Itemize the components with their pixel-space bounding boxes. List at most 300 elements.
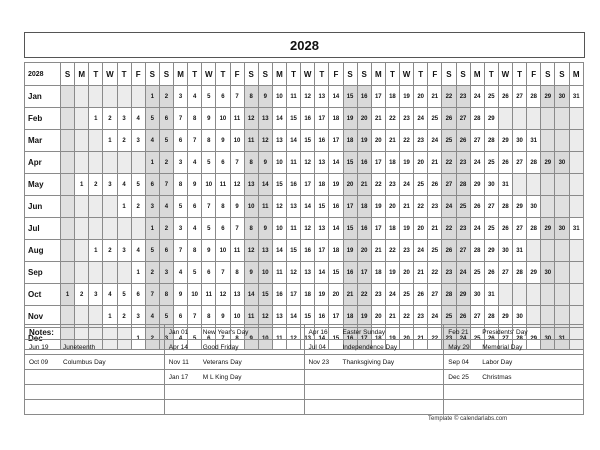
day-cell: 3 — [159, 262, 173, 284]
day-header: S — [145, 63, 159, 86]
day-cell: 17 — [301, 174, 315, 196]
empty-cell — [569, 130, 584, 152]
day-cell: 26 — [498, 218, 512, 240]
empty-cell — [117, 218, 131, 240]
empty-cell — [117, 152, 131, 174]
day-cell: 9 — [216, 306, 230, 328]
day-cell: 30 — [470, 284, 484, 306]
holiday-name: Veterans Day — [202, 358, 242, 366]
day-cell: 16 — [357, 218, 371, 240]
day-cell: 3 — [131, 130, 145, 152]
day-cell: 18 — [371, 262, 385, 284]
empty-cell — [555, 262, 569, 284]
day-cell: 28 — [527, 218, 541, 240]
day-cell: 26 — [456, 130, 470, 152]
day-cell: 10 — [202, 174, 216, 196]
day-cell: 10 — [272, 86, 286, 108]
day-header: W — [400, 63, 414, 86]
day-cell: 3 — [89, 284, 103, 306]
day-cell: 25 — [442, 130, 456, 152]
day-cell: 29 — [541, 86, 555, 108]
day-cell: 27 — [470, 306, 484, 328]
holiday-entry — [164, 340, 304, 355]
day-cell: 29 — [484, 108, 498, 130]
day-cell: 8 — [159, 284, 173, 306]
day-header: M — [470, 63, 484, 86]
day-cell: 9 — [202, 240, 216, 262]
day-cell: 22 — [371, 174, 385, 196]
empty-note-cell — [25, 370, 165, 385]
day-cell: 24 — [400, 174, 414, 196]
day-cell: 15 — [272, 174, 286, 196]
day-cell: 6 — [159, 240, 173, 262]
day-cell: 3 — [131, 306, 145, 328]
day-cell: 5 — [174, 196, 188, 218]
day-cell: 2 — [159, 86, 173, 108]
day-header: S — [258, 63, 272, 86]
day-cell: 21 — [414, 262, 428, 284]
day-cell: 30 — [555, 152, 569, 174]
empty-cell — [569, 174, 584, 196]
day-cell: 15 — [301, 130, 315, 152]
empty-note-cell — [164, 400, 304, 415]
day-cell: 29 — [541, 218, 555, 240]
day-cell: 18 — [329, 240, 343, 262]
day-cell: 3 — [145, 196, 159, 218]
day-cell: 30 — [527, 196, 541, 218]
empty-cell — [75, 86, 89, 108]
day-cell: 24 — [456, 262, 470, 284]
day-header: S — [456, 63, 470, 86]
day-cell: 23 — [442, 328, 456, 350]
holiday-name: Columbus Day — [63, 358, 106, 366]
day-cell: 20 — [400, 328, 414, 350]
day-cell: 10 — [272, 152, 286, 174]
day-cell: 16 — [301, 108, 315, 130]
day-cell: 23 — [456, 218, 470, 240]
holiday-name: Memorial Day — [482, 343, 523, 351]
empty-cell — [103, 86, 117, 108]
day-cell: 22 — [385, 240, 399, 262]
day-cell: 4 — [174, 328, 188, 350]
day-cell: 2 — [103, 240, 117, 262]
day-cell: 26 — [442, 108, 456, 130]
empty-cell — [541, 196, 555, 218]
day-cell: 16 — [301, 240, 315, 262]
day-cell: 5 — [202, 218, 216, 240]
holiday-name: Labor Day — [482, 358, 513, 366]
holiday-entry — [444, 325, 584, 340]
day-cell: 6 — [159, 108, 173, 130]
month-row — [25, 152, 584, 174]
empty-cell — [61, 174, 75, 196]
day-cell: 27 — [456, 108, 470, 130]
empty-cell — [541, 108, 555, 130]
empty-cell — [75, 130, 89, 152]
day-cell: 9 — [258, 152, 272, 174]
holiday-date: Sep 04 — [448, 358, 469, 366]
empty-cell — [89, 152, 103, 174]
day-cell: 5 — [159, 130, 173, 152]
day-cell: 20 — [329, 284, 343, 306]
day-cell: 8 — [230, 328, 244, 350]
day-cell: 11 — [230, 240, 244, 262]
holiday-entry — [304, 340, 444, 355]
day-cell: 7 — [145, 284, 159, 306]
day-cell: 23 — [414, 306, 428, 328]
day-cell: 6 — [174, 130, 188, 152]
holiday-name: Christmas — [482, 373, 512, 381]
day-cell: 23 — [371, 284, 385, 306]
day-cell: 19 — [385, 262, 399, 284]
empty-cell — [513, 174, 527, 196]
day-cell: 29 — [527, 328, 541, 350]
holiday-entry — [444, 355, 584, 370]
calendar-title: 2028 — [24, 32, 585, 58]
day-cell: 5 — [202, 86, 216, 108]
day-cell: 15 — [287, 240, 301, 262]
day-cell: 13 — [244, 174, 258, 196]
day-cell: 20 — [357, 240, 371, 262]
day-cell: 25 — [470, 328, 484, 350]
day-header: T — [484, 63, 498, 86]
day-header: M — [371, 63, 385, 86]
month-label: Nov — [25, 306, 61, 328]
day-cell: 12 — [244, 108, 258, 130]
empty-cell — [555, 196, 569, 218]
empty-cell — [541, 174, 555, 196]
day-cell: 22 — [428, 328, 442, 350]
empty-cell — [498, 284, 512, 306]
day-cell: 3 — [159, 328, 173, 350]
month-row — [25, 284, 584, 306]
day-cell: 29 — [484, 240, 498, 262]
month-label: Feb — [25, 108, 61, 130]
day-cell: 4 — [131, 108, 145, 130]
day-cell: 17 — [329, 306, 343, 328]
empty-cell — [103, 262, 117, 284]
day-cell: 22 — [442, 152, 456, 174]
empty-cell — [75, 240, 89, 262]
day-header: W — [498, 63, 512, 86]
day-cell: 24 — [428, 130, 442, 152]
day-cell: 10 — [230, 130, 244, 152]
empty-cell — [555, 284, 569, 306]
day-cell: 8 — [244, 86, 258, 108]
day-cell: 22 — [414, 196, 428, 218]
notes-row — [25, 385, 584, 400]
day-header: M — [272, 63, 286, 86]
day-cell: 24 — [442, 196, 456, 218]
day-cell: 7 — [230, 218, 244, 240]
empty-cell — [527, 284, 541, 306]
day-cell: 30 — [555, 86, 569, 108]
day-cell: 21 — [428, 218, 442, 240]
day-cell: 23 — [442, 262, 456, 284]
day-cell: 13 — [272, 130, 286, 152]
day-cell: 11 — [258, 196, 272, 218]
day-cell: 28 — [498, 196, 512, 218]
empty-cell — [555, 108, 569, 130]
day-cell: 4 — [188, 218, 202, 240]
day-cell: 18 — [357, 196, 371, 218]
day-cell: 31 — [555, 328, 569, 350]
day-cell: 27 — [470, 130, 484, 152]
day-cell: 30 — [541, 328, 555, 350]
day-cell: 7 — [188, 306, 202, 328]
day-cell: 18 — [329, 108, 343, 130]
day-cell: 9 — [244, 328, 258, 350]
day-cell: 17 — [371, 86, 385, 108]
day-cell: 10 — [258, 328, 272, 350]
empty-cell — [75, 196, 89, 218]
day-header: F — [329, 63, 343, 86]
day-cell: 2 — [145, 262, 159, 284]
day-cell: 28 — [442, 284, 456, 306]
day-cell: 14 — [272, 240, 286, 262]
holiday-date: Nov 23 — [308, 358, 330, 366]
holiday-name: New Year's Day — [202, 328, 249, 336]
day-cell: 23 — [400, 108, 414, 130]
day-cell: 31 — [498, 174, 512, 196]
holiday-entry — [164, 370, 304, 385]
day-cell: 15 — [329, 328, 343, 350]
month-row — [25, 240, 584, 262]
day-header: T — [117, 63, 131, 86]
year-calendar-grid — [24, 62, 584, 350]
day-cell: 1 — [131, 328, 145, 350]
day-header: T — [315, 63, 329, 86]
day-cell: 9 — [230, 196, 244, 218]
month-label: Dec — [25, 328, 61, 350]
empty-note-cell — [25, 385, 165, 400]
day-cell: 4 — [159, 196, 173, 218]
empty-cell — [89, 218, 103, 240]
day-cell: 20 — [414, 218, 428, 240]
day-header: M — [75, 63, 89, 86]
holiday-name: Easter Sunday — [342, 328, 386, 336]
empty-cell — [569, 284, 584, 306]
day-cell: 18 — [315, 174, 329, 196]
day-cell: 14 — [301, 196, 315, 218]
day-cell: 16 — [315, 306, 329, 328]
empty-cell — [61, 108, 75, 130]
day-cell: 30 — [498, 240, 512, 262]
day-cell: 12 — [301, 86, 315, 108]
day-cell: 14 — [329, 218, 343, 240]
day-cell: 21 — [428, 152, 442, 174]
day-cell: 29 — [513, 196, 527, 218]
day-cell: 18 — [371, 328, 385, 350]
day-cell: 27 — [513, 218, 527, 240]
day-cell: 24 — [470, 86, 484, 108]
day-cell: 17 — [315, 240, 329, 262]
empty-cell — [61, 218, 75, 240]
empty-cell — [103, 196, 117, 218]
day-cell: 21 — [371, 240, 385, 262]
day-cell: 11 — [272, 328, 286, 350]
empty-cell — [555, 240, 569, 262]
day-cell: 10 — [272, 218, 286, 240]
day-cell: 19 — [343, 108, 357, 130]
day-header: S — [442, 63, 456, 86]
month-row — [25, 218, 584, 240]
day-cell: 12 — [301, 152, 315, 174]
day-cell: 31 — [527, 130, 541, 152]
empty-cell — [61, 262, 75, 284]
day-cell: 17 — [357, 262, 371, 284]
day-cell: 27 — [498, 262, 512, 284]
day-cell: 7 — [230, 86, 244, 108]
month-row — [25, 262, 584, 284]
empty-note-cell — [25, 400, 165, 415]
day-cell: 12 — [258, 306, 272, 328]
holiday-entry — [25, 340, 165, 355]
day-cell: 3 — [117, 108, 131, 130]
day-cell: 14 — [315, 328, 329, 350]
day-cell: 16 — [357, 86, 371, 108]
day-cell: 10 — [216, 240, 230, 262]
month-label: Aug — [25, 240, 61, 262]
day-cell: 11 — [272, 262, 286, 284]
holiday-date: Nov 11 — [168, 358, 189, 366]
day-cell: 28 — [456, 174, 470, 196]
month-label: May — [25, 174, 61, 196]
day-header: S — [61, 63, 75, 86]
day-cell: 18 — [385, 218, 399, 240]
day-cell: 17 — [287, 284, 301, 306]
month-row — [25, 130, 584, 152]
day-cell: 21 — [385, 130, 399, 152]
day-cell: 26 — [456, 306, 470, 328]
day-cell: 14 — [329, 86, 343, 108]
empty-note-cell — [304, 370, 444, 385]
day-cell: 2 — [117, 306, 131, 328]
empty-cell — [527, 240, 541, 262]
day-header: T — [414, 63, 428, 86]
day-cell: 22 — [400, 130, 414, 152]
empty-cell — [527, 174, 541, 196]
day-cell: 25 — [484, 152, 498, 174]
day-cell: 13 — [230, 284, 244, 306]
day-cell: 30 — [555, 218, 569, 240]
holiday-entry — [304, 355, 444, 370]
day-header: S — [244, 63, 258, 86]
day-cell: 2 — [159, 218, 173, 240]
empty-cell — [131, 152, 145, 174]
holiday-date: Oct 09 — [29, 358, 49, 366]
day-cell: 12 — [301, 218, 315, 240]
day-cell: 13 — [272, 306, 286, 328]
day-cell: 15 — [258, 284, 272, 306]
day-cell: 31 — [484, 284, 498, 306]
day-cell: 4 — [188, 152, 202, 174]
empty-cell — [527, 108, 541, 130]
day-cell: 6 — [216, 152, 230, 174]
empty-cell — [569, 240, 584, 262]
holiday-name: Independence Day — [342, 343, 398, 351]
day-cell: 13 — [258, 240, 272, 262]
day-cell: 1 — [117, 196, 131, 218]
day-cell: 4 — [145, 306, 159, 328]
day-cell: 23 — [385, 174, 399, 196]
day-cell: 4 — [188, 86, 202, 108]
empty-note-cell — [304, 400, 444, 415]
day-cell: 20 — [414, 86, 428, 108]
month-label: Apr — [25, 152, 61, 174]
day-cell: 6 — [145, 174, 159, 196]
day-cell: 28 — [484, 130, 498, 152]
month-label: Jan — [25, 86, 61, 108]
day-cell: 21 — [371, 108, 385, 130]
day-cell: 12 — [272, 196, 286, 218]
day-cell: 7 — [174, 240, 188, 262]
day-cell: 8 — [188, 108, 202, 130]
empty-cell — [555, 174, 569, 196]
day-cell: 4 — [103, 284, 117, 306]
day-cell: 16 — [287, 174, 301, 196]
day-cell: 8 — [202, 130, 216, 152]
day-cell: 14 — [272, 108, 286, 130]
empty-cell — [61, 130, 75, 152]
day-cell: 14 — [287, 130, 301, 152]
day-cell: 26 — [442, 240, 456, 262]
day-cell: 6 — [188, 196, 202, 218]
day-cell: 21 — [414, 328, 428, 350]
empty-cell — [513, 108, 527, 130]
day-cell: 28 — [527, 86, 541, 108]
empty-cell — [541, 240, 555, 262]
empty-cell — [569, 196, 584, 218]
holiday-entry — [25, 355, 165, 370]
day-cell: 2 — [145, 328, 159, 350]
day-cell: 25 — [442, 306, 456, 328]
notes-row — [25, 340, 584, 355]
day-cell: 18 — [343, 306, 357, 328]
day-cell: 5 — [117, 284, 131, 306]
holiday-date: Jun 19 — [29, 343, 49, 351]
day-cell: 9 — [202, 108, 216, 130]
day-cell: 2 — [159, 152, 173, 174]
day-cell: 5 — [202, 152, 216, 174]
day-cell: 21 — [357, 174, 371, 196]
holiday-entry — [164, 325, 304, 340]
day-cell: 16 — [357, 152, 371, 174]
day-cell: 21 — [385, 306, 399, 328]
day-cell: 17 — [329, 130, 343, 152]
day-cell: 25 — [414, 174, 428, 196]
day-cell: 14 — [315, 262, 329, 284]
day-cell: 6 — [174, 306, 188, 328]
day-cell: 17 — [371, 218, 385, 240]
day-cell: 11 — [216, 174, 230, 196]
day-cell: 18 — [385, 86, 399, 108]
day-cell: 23 — [428, 196, 442, 218]
day-cell: 8 — [216, 196, 230, 218]
day-cell: 27 — [498, 328, 512, 350]
day-cell: 13 — [258, 108, 272, 130]
day-cell: 12 — [230, 174, 244, 196]
day-header-row — [25, 63, 584, 86]
day-cell: 26 — [498, 152, 512, 174]
day-cell: 17 — [357, 328, 371, 350]
empty-cell — [117, 86, 131, 108]
holiday-date: Apr 14 — [168, 343, 188, 351]
empty-note-cell — [444, 400, 584, 415]
empty-cell — [103, 218, 117, 240]
day-cell: 28 — [513, 262, 527, 284]
holiday-name: Juneteenth — [63, 343, 96, 351]
